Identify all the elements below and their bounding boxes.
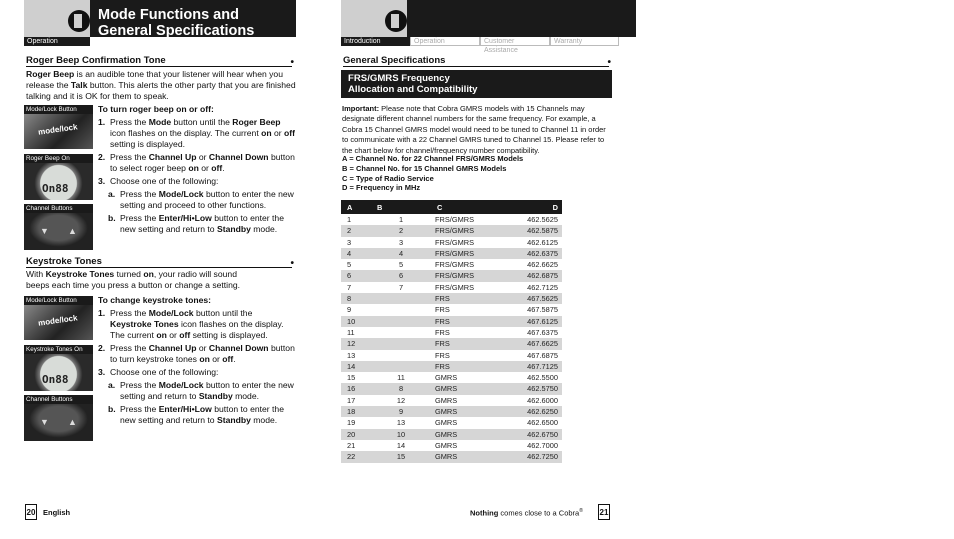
t: Press the	[120, 380, 159, 390]
table-cell: 2	[371, 225, 431, 236]
t: 2.	[98, 343, 106, 353]
t: mode.	[232, 391, 260, 401]
table-cell: 462.6875	[501, 270, 562, 281]
table-legend	[342, 154, 612, 193]
t: or	[209, 354, 223, 364]
t: Channel Down	[208, 343, 269, 353]
keystroke-howto	[98, 295, 296, 306]
t: or	[196, 343, 209, 353]
table-row	[341, 304, 562, 315]
nav-introduction[interactable]: Introduction	[341, 37, 410, 46]
thumb-caption: Mode/Lock Button	[24, 105, 93, 114]
roger-beep-heading-text: Roger Beep Confirmation Tone	[26, 55, 166, 66]
table-row	[341, 316, 562, 327]
t: .	[222, 163, 225, 173]
table-cell: GMRS	[435, 440, 458, 450]
table-cell: 462.5500	[527, 373, 558, 383]
table-cell: 462.7000	[527, 440, 558, 450]
t: Enter/Hi•Low	[158, 404, 212, 414]
table-cell	[371, 304, 431, 315]
heading-bullet: •	[290, 258, 294, 269]
table-cell: 11	[347, 327, 355, 337]
table-cell: 462.6250	[501, 406, 562, 417]
table-cell: 14	[341, 361, 371, 372]
table-cell: 467.6125	[501, 316, 562, 327]
table-header-row	[341, 200, 562, 214]
t: Choose one of the following:	[110, 176, 219, 186]
table-cell: FRS	[435, 350, 450, 360]
roger-step-2	[98, 152, 296, 174]
roger-beep-intro	[26, 69, 296, 102]
lcd-readout: On88	[42, 182, 69, 195]
t: a.	[108, 380, 116, 390]
table-cell: 2	[341, 225, 371, 236]
t: button to enter the new setting and return to	[120, 213, 284, 234]
t: off	[211, 163, 223, 173]
table-cell: 5	[398, 260, 404, 270]
buttons-photo	[24, 404, 93, 441]
table-cell: GMRS	[435, 373, 458, 383]
table-cell: 5	[347, 260, 352, 270]
freq-title-line2: Allocation and Compatibility	[348, 84, 478, 95]
table-row	[341, 429, 562, 440]
header-d: D	[501, 200, 562, 214]
table-cell: 17	[347, 395, 356, 405]
table-row	[341, 372, 562, 383]
table-cell: 1	[347, 215, 352, 224]
t: turned	[114, 269, 144, 279]
t: 3.	[98, 176, 106, 186]
table-row	[341, 383, 562, 394]
heading-bullet: •	[290, 57, 294, 68]
table-cell: FRS/GMRS	[431, 270, 501, 281]
t: button to enter the new setting and proceed to other functions.	[120, 189, 294, 210]
t: Standby	[216, 224, 251, 234]
t: off	[222, 354, 234, 364]
t: button until the	[193, 308, 253, 318]
t: Mode/Lock	[158, 380, 204, 390]
roger-howto	[98, 104, 296, 115]
table-cell: 22	[341, 451, 371, 462]
table-row	[341, 327, 562, 338]
table-cell: 462.6375	[501, 248, 562, 259]
t: To turn roger beep on or off:	[98, 104, 214, 114]
thumb-label: mode/lock	[37, 313, 79, 328]
table-cell: 6	[371, 270, 431, 281]
table-cell: 19	[347, 418, 356, 428]
important-text: Please note that Cobra GMRS models with 15 Channels may designate different channel numbers for the same frequency. For example, a Cobra 15 Channel GMRS model would need to be tuned to Channel 11 in order to communicate with a 22 Channel GMRS tuned to Channel 15. Please refer to the chart below for channel/frequency number compatibility.	[342, 104, 606, 155]
table-cell: FRS	[431, 293, 501, 304]
t: To change keystroke tones:	[98, 295, 212, 305]
table-cell: 15	[347, 373, 356, 383]
important-label: Important:	[342, 104, 380, 113]
t: b.	[108, 404, 116, 414]
heading-bullet: •	[607, 57, 611, 68]
table-cell: GMRS	[435, 418, 458, 428]
legend-b: B = Channel No. for 15 Channel GMRS Models	[342, 163, 507, 173]
table-cell: 462.7250	[501, 451, 562, 462]
t: button to select roger beep	[110, 152, 295, 173]
roger-beep-steps	[98, 104, 296, 235]
table-cell: 462.5625	[527, 215, 558, 224]
channel-up-icon: ▲	[68, 417, 77, 427]
frequency-table	[341, 200, 562, 463]
table-cell: 16	[341, 383, 371, 394]
table-row	[341, 395, 562, 406]
tagline-bold: Nothing	[470, 508, 499, 518]
page-number-right: 21	[598, 504, 610, 520]
table-cell: GMRS	[431, 406, 501, 417]
table-row	[341, 248, 562, 259]
t: Mode/Lock	[158, 189, 204, 199]
table-cell: 462.7125	[527, 282, 558, 292]
table-cell: FRS/GMRS	[431, 225, 501, 236]
t: 2.	[98, 152, 106, 162]
table-cell: 8	[341, 293, 371, 304]
right-nav	[341, 37, 619, 54]
table-cell: FRS	[431, 361, 501, 372]
general-specifications-heading	[343, 55, 609, 67]
t: icon flashes on the display. The current	[110, 319, 284, 340]
table-cell: GMRS	[431, 451, 501, 462]
t: Roger Beep	[232, 117, 281, 127]
keystroke-heading-text: Keystroke Tones	[26, 256, 102, 267]
table-cell: GMRS	[431, 383, 501, 394]
table-cell: 7	[347, 282, 352, 292]
table-row	[341, 361, 562, 372]
channel-down-icon: ▼	[40, 417, 49, 427]
t: button to turn keystroke tones	[110, 343, 295, 364]
table-cell	[371, 338, 431, 349]
thumb-label: mode/lock	[37, 122, 79, 137]
table-cell: 13	[347, 350, 356, 360]
roger-step-1	[98, 117, 296, 150]
page-title	[98, 7, 254, 39]
keystroke-steps	[98, 295, 296, 426]
table-cell	[371, 327, 431, 338]
t: Press the	[110, 308, 149, 318]
table-cell: 467.5625	[501, 293, 562, 304]
table-cell: GMRS	[431, 429, 501, 440]
t: 1.	[98, 308, 106, 318]
table-cell: 7	[398, 282, 404, 292]
t: .	[233, 354, 236, 364]
t: on	[261, 128, 272, 138]
nav-operation-right[interactable]: Operation	[410, 37, 480, 46]
mode-lock-button-photo	[24, 105, 93, 149]
table-cell	[371, 293, 431, 304]
thumb-caption: Roger Beep On	[24, 154, 93, 163]
t: Press the	[120, 213, 159, 223]
t: or	[166, 330, 180, 340]
page-title-line1: Mode Functions and	[98, 7, 239, 23]
t: Press the	[110, 117, 149, 127]
table-cell: FRS	[431, 316, 501, 327]
table-cell: GMRS	[435, 395, 458, 405]
t: b.	[108, 213, 116, 223]
table-cell: 462.6500	[527, 418, 558, 428]
table-cell: 13	[396, 418, 406, 428]
nav-operation[interactable]: Operation	[24, 37, 90, 46]
t: mode.	[250, 224, 278, 234]
nav-customer-assistance[interactable]: Customer Assistance	[480, 37, 550, 46]
table-row	[341, 225, 562, 236]
channel-down-icon: ▼	[40, 226, 49, 236]
t: Standby	[216, 415, 251, 425]
important-note	[342, 104, 612, 156]
table-cell: 9	[347, 305, 352, 315]
keystroke-step-1	[98, 308, 296, 341]
t: button. This alerts the other party that you are finished talking and it is OK for them to speak.	[26, 80, 296, 101]
table-cell: 10	[371, 429, 431, 440]
frequency-allocation-banner	[341, 70, 612, 98]
table-cell: 11	[397, 373, 405, 383]
t: Mode/Lock	[148, 308, 194, 318]
t: on	[188, 163, 199, 173]
table-cell: 462.5750	[501, 383, 562, 394]
t: button to enter the new setting and return to	[120, 404, 284, 425]
table-cell: FRS/GMRS	[435, 215, 475, 224]
table-cell	[371, 361, 431, 372]
keystroke-step-3	[98, 367, 296, 378]
thumb-caption: Channel Buttons	[24, 395, 93, 404]
table-row	[341, 270, 562, 281]
t: is an audible tone that your listener will hear when you release the	[26, 69, 283, 90]
t: icon flashes on the display. The current	[110, 128, 262, 138]
t: Channel Down	[208, 152, 269, 162]
t: or	[271, 128, 285, 138]
table-cell: FRS/GMRS	[431, 248, 501, 259]
t: , your radio will sound beeps each time you press a button or change a setting.	[26, 269, 241, 290]
keystroke-step-3b	[98, 404, 296, 426]
t: Roger Beep	[26, 69, 75, 79]
header-c: C	[431, 200, 501, 214]
roger-beep-heading	[26, 55, 292, 67]
keystroke-intro	[26, 269, 256, 291]
freq-title-line1: FRS/GMRS Frequency	[348, 73, 450, 84]
header-a: A	[341, 200, 371, 214]
t: setting is displayed.	[190, 330, 268, 340]
buttons-photo	[24, 213, 93, 250]
t: 1.	[98, 117, 106, 127]
t: a.	[108, 189, 116, 199]
t: Choose one of the following:	[110, 367, 219, 377]
t: Press the	[110, 343, 149, 353]
thumb-caption: Mode/Lock Button	[24, 296, 93, 305]
legend-a: A = Channel No. for 22 Channel FRS/GMRS Models	[342, 154, 524, 163]
t: on	[156, 330, 167, 340]
table-cell: 15	[371, 451, 431, 462]
cobra-tagline	[470, 508, 583, 518]
table-cell: 20	[341, 429, 371, 440]
table-cell: 462.5875	[501, 225, 562, 236]
legend-d: D = Frequency in MHz	[342, 183, 421, 193]
table-row	[341, 350, 562, 361]
table-cell: 462.6625	[527, 260, 558, 270]
table-cell: 18	[341, 406, 371, 417]
table-cell: 467.6625	[501, 338, 562, 349]
table-cell: 8	[371, 383, 431, 394]
t: Press the	[120, 189, 159, 199]
table-row	[341, 406, 562, 417]
table-cell: 10	[341, 316, 371, 327]
table-cell: 467.7125	[501, 361, 562, 372]
t: Press the	[120, 404, 159, 414]
table-row	[341, 417, 562, 428]
table-cell: 462.6125	[527, 237, 558, 247]
table-cell: FRS	[435, 305, 450, 315]
table-cell: FRS/GMRS	[435, 237, 475, 247]
table-cell: 14	[396, 440, 406, 450]
table-cell: 467.5875	[527, 305, 558, 315]
t: off	[284, 128, 296, 138]
page-number-left: 20	[25, 504, 37, 520]
operation-tab-icon	[24, 0, 90, 37]
language-label: English	[43, 508, 71, 517]
t: or	[196, 152, 209, 162]
table-cell: 467.6875	[527, 350, 558, 360]
table-cell: 12	[396, 395, 406, 405]
table-cell	[371, 350, 431, 361]
t: setting is displayed.	[110, 139, 185, 149]
table-cell: 9	[371, 406, 431, 417]
t: button until the	[171, 117, 233, 127]
introduction-tab-icon	[341, 0, 407, 37]
table-cell: 4	[371, 248, 431, 259]
t: button to enter the new setting and return to	[120, 380, 294, 401]
roger-beep-on-display-photo	[24, 154, 93, 200]
page-title-line2: General Specifications	[98, 23, 255, 39]
table-row	[341, 237, 562, 248]
keystroke-tones-on-display-photo	[24, 345, 93, 391]
t: Enter/Hi•Low	[158, 213, 212, 223]
t: Standby	[198, 391, 233, 401]
table-cell	[371, 316, 431, 327]
table-row	[341, 282, 562, 293]
legend-c: C = Type of Radio Service	[342, 173, 434, 183]
roger-step-3b	[98, 213, 296, 235]
table-cell: 1	[398, 215, 404, 224]
t: or	[198, 163, 212, 173]
keystroke-tones-heading	[26, 256, 292, 268]
t: Channel Up	[148, 152, 197, 162]
lcd-readout: On88	[42, 373, 69, 386]
channel-buttons-photo	[24, 204, 93, 250]
table-row	[341, 259, 562, 270]
t: With	[26, 269, 46, 279]
roger-step-3a	[98, 189, 296, 211]
table-cell: 3	[347, 237, 352, 247]
table-row	[341, 214, 562, 225]
tagline-text: comes close to a Cobra	[498, 508, 580, 518]
table-cell: 4	[341, 248, 371, 259]
keystroke-step-2	[98, 343, 296, 365]
t: mode.	[250, 415, 278, 425]
left-nav	[24, 37, 90, 46]
t: Mode	[148, 117, 172, 127]
table-cell: FRS/GMRS	[435, 282, 475, 292]
registered-mark: ®	[579, 508, 583, 514]
table-cell: 467.6375	[527, 327, 558, 337]
table-cell: 6	[341, 270, 371, 281]
table-cell: FRS	[435, 327, 450, 337]
channel-up-icon: ▲	[68, 226, 77, 236]
nav-warranty[interactable]: Warranty	[550, 37, 619, 46]
channel-buttons-photo-2	[24, 395, 93, 441]
keystroke-step-3a	[98, 380, 296, 402]
mode-lock-button-photo-2	[24, 296, 93, 340]
table-cell: FRS/GMRS	[435, 260, 475, 270]
table-row	[341, 451, 562, 462]
table-row	[341, 338, 562, 349]
table-cell: 462.6750	[501, 429, 562, 440]
table-cell: 3	[398, 237, 404, 247]
t: Keystroke Tones	[110, 319, 179, 329]
table-cell: FRS	[431, 338, 501, 349]
header-b: B	[371, 200, 431, 214]
table-cell: 12	[341, 338, 371, 349]
t: off	[179, 330, 191, 340]
roger-step-3	[98, 176, 296, 187]
t: 3.	[98, 367, 106, 377]
t: Keystroke Tones	[45, 269, 115, 279]
thumb-caption: Channel Buttons	[24, 204, 93, 213]
general-spec-heading-text: General Specifications	[343, 55, 446, 66]
table-row	[341, 440, 562, 451]
table-cell: 462.6000	[527, 395, 558, 405]
thumb-caption: Keystroke Tones On	[24, 345, 93, 354]
t: Press the	[110, 152, 149, 162]
t: Talk	[70, 80, 88, 90]
t: on	[143, 269, 154, 279]
t: on	[199, 354, 210, 364]
table-cell: 21	[347, 440, 356, 450]
table-row	[341, 293, 562, 304]
t: Channel Up	[148, 343, 197, 353]
